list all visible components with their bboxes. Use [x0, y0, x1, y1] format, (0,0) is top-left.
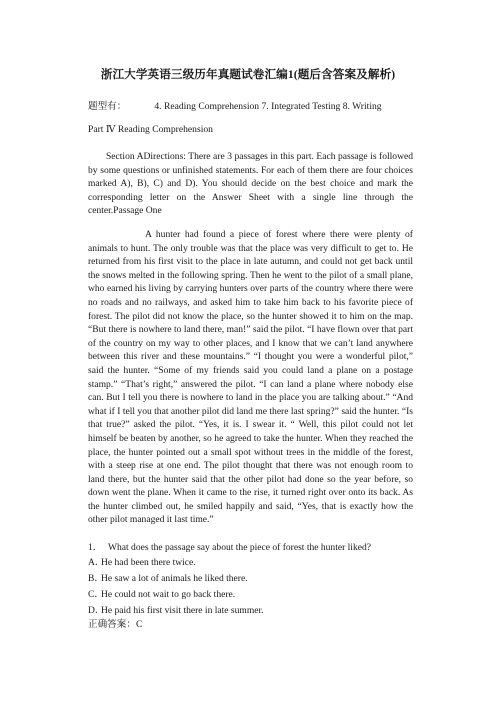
- question-block: [88, 539, 418, 620]
- option-letter: A．: [88, 557, 105, 568]
- option-letter: C．: [88, 589, 104, 600]
- question-stem: [88, 539, 418, 553]
- answer-value: C: [135, 619, 143, 630]
- option-letter: D．: [88, 605, 105, 616]
- question-types-line: [88, 98, 382, 112]
- question-number: 1．: [88, 542, 103, 553]
- part-heading: Part Ⅳ Reading Comprehension: [88, 124, 213, 135]
- document-title: 浙江大学英语三级历年真题试卷汇编1(题后含答案及解析): [100, 68, 396, 81]
- option-c: [88, 588, 418, 601]
- option-text: He had been there twice.: [101, 557, 196, 568]
- option-text: He could not wait to go back there.: [101, 589, 236, 600]
- answer-label: 正确答案：: [88, 619, 136, 630]
- question-text: What does the passage say about the piece of forest the hunter liked?: [108, 542, 371, 553]
- passage-text: A hunter had found a piece of forest where there were plenty of animals to hunt. The only trouble was that the place was very difficult to get to. He returned from his first visit to the place in late autumn, and could not get back until the snows melted in the following spring. Then he went to the pilot of a small plane, who earned his living by carrying hunters over parts of the country where there were no roads and no railways, and asked him to take him back to his favorite piece of forest. The pilot did not know the place, so the hunter showed it to him on the map. “But there is nowhere to land there, man!” said the pilot. “I have flown over that part of the country on my way to other places, and I know that we can’t land anywhere between this river and these mountains.” “I thought you were a wonderful pilot,” said the hunter. “Some of my friends said you could land a plane on a postage stamp.” “That’s right,” answered the pilot. “I can land a plane where nobody else can. But I tell you there is nowhere to land in the place you are talking about.” “And what if I tell you that another pilot did land me there last spring?” said the hunter. “Is that true?” asked the pilot. “Yes, it is. I swear it. “ Well, this pilot could not let himself be beaten by another, so he agreed to take the hunter. When they reached the place, the hunter pointed out a small spot without trees in the middle of the forest, with a steep rise at one end. The pilot thought that there was not enough room to land there, but the hunter said that the other pilot had done so the year before, so down went the plane. When it came to the rise, it turned right over onto its back. As the hunter climbed out, he smiled happily and said, “Yes, that is exactly how the other pilot managed it last time.”: [88, 229, 413, 526]
- option-letter: B．: [88, 573, 104, 584]
- question-types-list: 4. Reading Comprehension 7. Integrated Testing 8. Writing: [154, 101, 382, 112]
- option-a: [88, 556, 418, 569]
- answer-line: [88, 616, 142, 630]
- option-text: He saw a lot of animals he liked there.: [101, 573, 248, 584]
- option-b: [88, 572, 418, 585]
- directions-paragraph: Section ADirections: There are 3 passages in this part. Each passage is followed by some questions or unfinished statements. For each of them there are four choices marked A), B), C) and D). You should decide on the best choice and mark the corresponding letter on the Answer Sheet with a single line through the center.Passage One: [88, 151, 413, 217]
- option-text: He paid his first visit there in late summer.: [101, 605, 264, 616]
- question-types-label: 题型有：: [88, 101, 127, 112]
